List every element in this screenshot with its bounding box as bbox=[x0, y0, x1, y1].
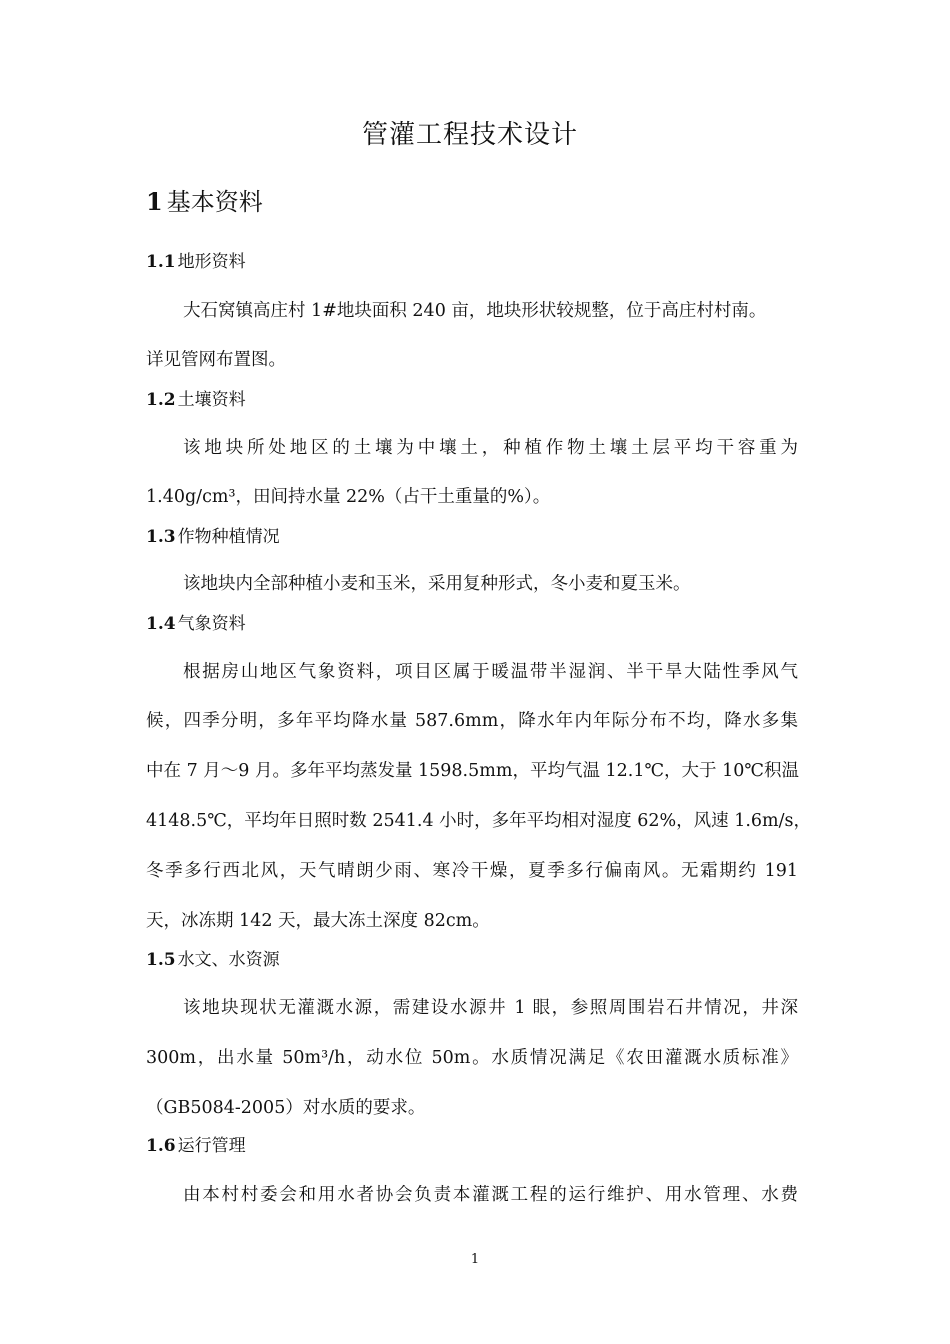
paragraph-line: 300m，出水量 50m³/h，动水位 50m。水质情况满足《农田灌溉水质标准》 bbox=[146, 1048, 798, 1068]
section-1-5-title: 水文、水资源 bbox=[177, 950, 280, 970]
section-1-number: 1 bbox=[146, 187, 163, 216]
section-1-3-number: 1.3 bbox=[146, 527, 176, 547]
section-1-heading bbox=[146, 182, 263, 217]
paragraph-line: 根据房山地区气象资料，项目区属于暖温带半湿润、半干旱大陆性季风气 bbox=[183, 662, 798, 682]
section-1-6-number: 1.6 bbox=[146, 1136, 176, 1156]
paragraph-line: 该地块内全部种植小麦和玉米，采用复种形式，冬小麦和夏玉米。 bbox=[183, 574, 691, 594]
section-1-5-heading bbox=[146, 945, 280, 970]
section-1-5-number: 1.5 bbox=[146, 950, 176, 970]
paragraph-line: 天，冰冻期 142 天，最大冻土深度 82cm。 bbox=[146, 911, 490, 931]
section-1-3-title: 作物种植情况 bbox=[177, 527, 280, 547]
section-1-6-title: 运行管理 bbox=[177, 1136, 246, 1156]
section-1-2-heading bbox=[146, 385, 246, 410]
paragraph-line: 由本村村委会和用水者协会负责本灌溉工程的运行维护、用水管理、水费 bbox=[183, 1185, 798, 1205]
section-1-4-title: 气象资料 bbox=[177, 614, 246, 634]
page-number: 1 bbox=[470, 1252, 480, 1267]
paragraph-line: 4148.5℃，平均年日照时数 2541.4 小时，多年平均相对湿度 62%，风速 1.6m/s， bbox=[146, 811, 811, 831]
paragraph-line: 大石窝镇高庄村 1#地块面积 240 亩，地块形状较规整，位于高庄村村南。 bbox=[183, 301, 767, 321]
section-1-2-number: 1.2 bbox=[146, 390, 176, 410]
section-1-6-heading bbox=[146, 1131, 246, 1156]
section-1-1-title: 地形资料 bbox=[177, 252, 246, 272]
paragraph-line: （GB5084-2005）对水质的要求。 bbox=[146, 1098, 426, 1118]
paragraph-line: 冬季多行西北风，天气晴朗少雨、寒冷干燥，夏季多行偏南风。无霜期约 191 bbox=[146, 861, 798, 881]
section-1-title: 基本资料 bbox=[166, 188, 263, 216]
section-1-1-heading bbox=[146, 247, 246, 272]
document-title: 管灌工程技术设计 bbox=[361, 120, 578, 150]
paragraph-line: 该地块所处地区的土壤为中壤土，种植作物土壤土层平均干容重为 bbox=[183, 438, 798, 458]
section-1-1-number: 1.1 bbox=[146, 252, 176, 272]
section-1-4-heading bbox=[146, 609, 246, 634]
paragraph-line: 中在 7 月～9 月。多年平均蒸发量 1598.5mm，平均气温 12.1℃，大于 10℃积温 bbox=[146, 761, 799, 781]
section-1-4-number: 1.4 bbox=[146, 614, 176, 634]
paragraph-line: 该地块现状无灌溉水源，需建设水源井 1 眼，参照周围岩石井情况，井深 bbox=[183, 998, 798, 1018]
section-1-2-title: 土壤资料 bbox=[177, 390, 246, 410]
section-1-3-heading bbox=[146, 522, 280, 547]
paragraph-line: 候，四季分明，多年平均降水量 587.6mm，降水年内年际分布不均，降水多集 bbox=[146, 711, 798, 731]
paragraph-line: 详见管网布置图。 bbox=[146, 350, 286, 370]
paragraph-line: 1.40g/cm³，田间持水量 22%（占干土重量的%）。 bbox=[146, 487, 551, 507]
